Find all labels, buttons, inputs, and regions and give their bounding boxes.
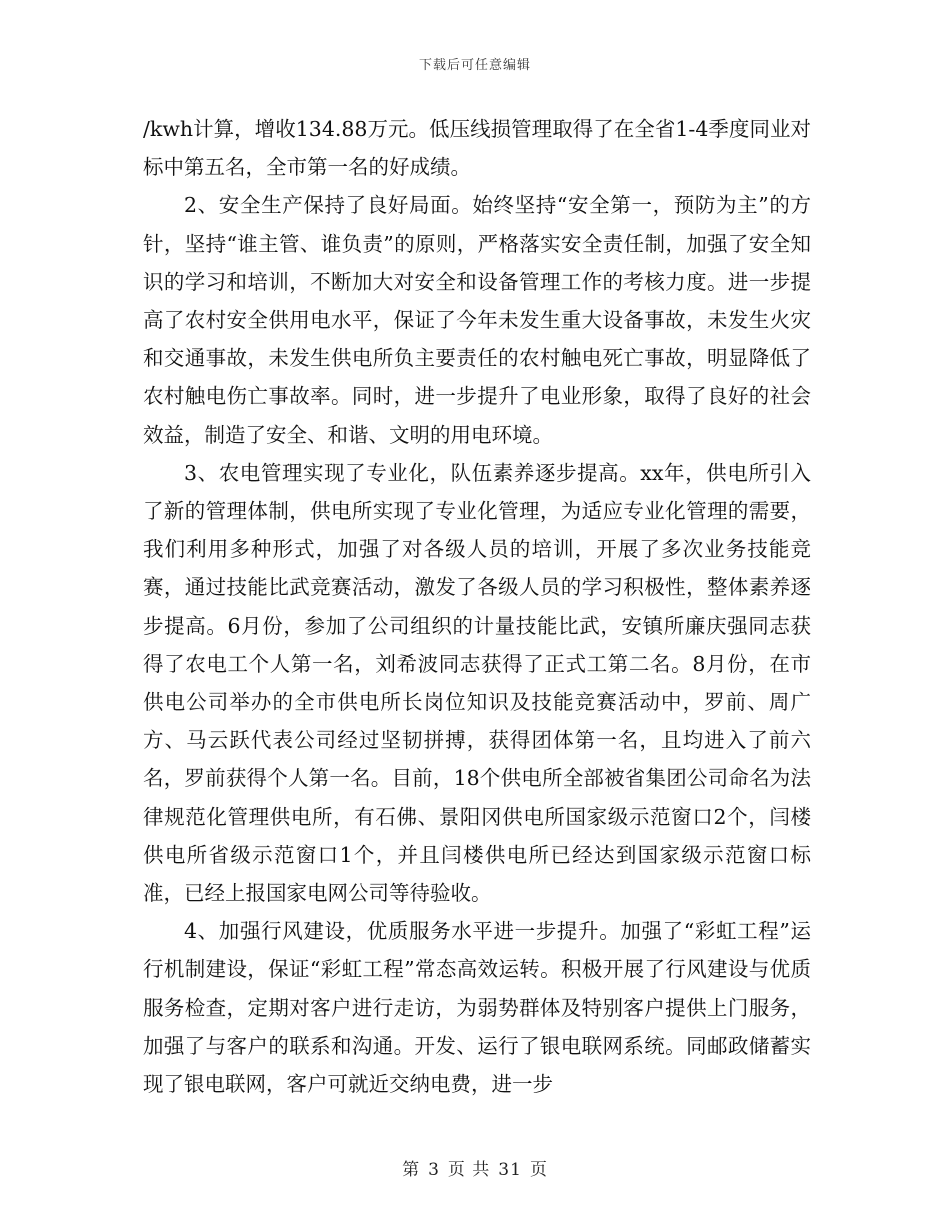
total-pages: 31 [498, 1160, 522, 1180]
footer-mid: 页 共 [447, 1160, 491, 1180]
document-body [143, 110, 811, 1103]
page-header [0, 54, 950, 73]
page-number: 3 [428, 1160, 440, 1180]
paragraph-management: 3、农电管理实现了专业化，队伍素养逐步提高。xx年，供电所引入了新的管理体制，供电所实现了专业化管理，为适应专业化管理的需要，我们利用多种形式，加强了对各级人员的培训，开展了多次业务技能竞赛，通过技能比武竞赛活动，激发了各级人员的学习积极性，整体素养逐步提高。6月份，参加了公司组织的计量技能比武，安镇所廉庆强同志获得了农电工个人第一名，刘希波同志获得了正式工第二名。8月份，在市供电公司举办的全市供电所长岗位知识及技能竞赛活动中，罗前、周广方、马云跃代表公司经过坚韧拼搏，获得团体第一名，且均进入了前六名，罗前获得个人第一名。目前，18个供电所全部被省集团公司命名为法律规范化管理供电所，有石佛、景阳冈供电所国家级示范窗口2个，闫楼供电所省级示范窗口1个，并且闫楼供电所已经达到国家级示范窗口标准，已经上报国家电网公司等待验收。 [143, 460, 811, 906]
footer-prefix: 第 [402, 1160, 421, 1180]
paragraph-safety: 2、安全生产保持了良好局面。始终坚持“安全第一，预防为主”的方针，坚持“谁主管、谁负责”的原则，严格落实安全责任制，加强了安全知识的学习和培训，不断加大对安全和设备管理工作的考核力度。进一步提高了农村安全供用电水平，保证了今年未发生重大设备事故，未发生火灾和交通事故，未发生供电所负主要责任的农村触电死亡事故，明显降低了农村触电伤亡事故率。同时，进一步提升了电业形象，取得了良好的社会效益，制造了安全、和谐、文明的用电环境。 [143, 193, 811, 447]
header-text: 下载后可任意编辑 [418, 58, 531, 73]
footer-suffix: 页 [529, 1160, 548, 1180]
paragraph-continuation: /kwh计算，增收134.88万元。低压线损管理取得了在全省1-4季度同业对标中第五名，全市第一名的好成绩。 [143, 117, 811, 180]
page-footer [0, 1155, 950, 1180]
paragraph-service: 4、加强行风建设，优质服务水平进一步提升。加强了“彩虹工程”运行机制建设，保证“彩虹工程”常态高效运转。积极开展了行风建设与优质服务检查，定期对客户进行走访，为弱势群体及特别客户提供上门服务，加强了与客户的联系和沟通。开发、运行了银电联网系统。同邮政储蓄实现了银电联网，客户可就近交纳电费，进一步 [143, 919, 811, 1097]
